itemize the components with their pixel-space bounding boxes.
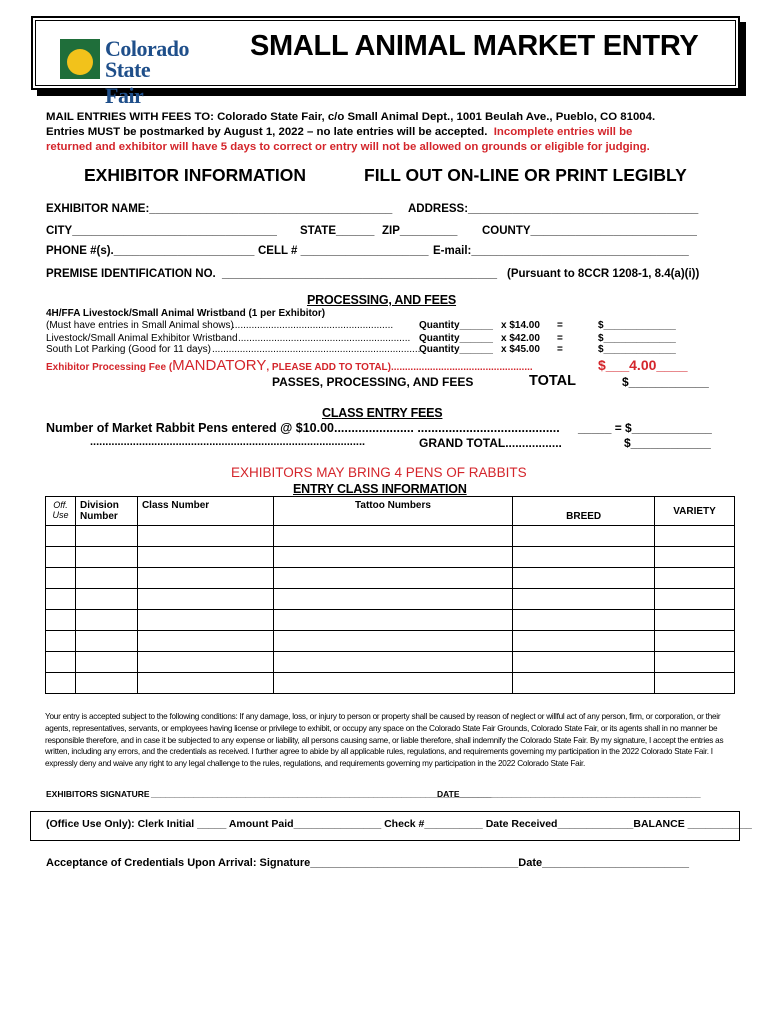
tattoo-cell[interactable] (273, 547, 513, 568)
table-row (46, 568, 735, 589)
fee-row-desc: South Lot Parking (Good for 11 days) (46, 344, 211, 355)
city-field[interactable]: CITY________________________________ (46, 225, 277, 237)
wristband-title: 4H/FFA Livestock/Small Animal Wristband (1 per Exhibitor) (46, 308, 326, 319)
variety-cell[interactable] (655, 526, 735, 547)
exhibitor-wristband-amount-field[interactable]: $_____________ (598, 333, 676, 344)
breed-cell[interactable] (513, 631, 655, 652)
county-field[interactable]: COUNTY__________________________ (482, 225, 697, 237)
division-cell[interactable] (75, 631, 137, 652)
class-cell[interactable] (137, 610, 273, 631)
fee-row-price: x $42.00 (501, 333, 540, 344)
tattoo-cell[interactable] (273, 652, 513, 673)
processing-fee-suffix: , PLEASE ADD TO TOTAL)................................................... (266, 362, 533, 373)
rabbit-pens-amount-field[interactable]: _____ = $____________ (578, 421, 712, 435)
processing-fee-amount: $___4.00____ (598, 357, 688, 373)
mandatory-label: MANDATORY (172, 357, 267, 374)
breed-cell[interactable] (513, 673, 655, 694)
division-cell[interactable] (75, 547, 137, 568)
entry-class-table (45, 496, 735, 694)
office-use-cell[interactable] (46, 610, 76, 631)
class-cell[interactable] (137, 652, 273, 673)
variety-cell[interactable] (655, 568, 735, 589)
exhibitor-info-heading: EXHIBITOR INFORMATION (84, 165, 306, 185)
class-cell[interactable] (137, 589, 273, 610)
class-cell[interactable] (137, 526, 273, 547)
wristband-quantity-field[interactable]: Quantity______ (419, 320, 493, 331)
tattoo-cell[interactable] (273, 526, 513, 547)
premise-id-note: (Pursuant to 8CCR 1208-1, 8.4(a)(i)) (507, 268, 700, 280)
incomplete-warning-end: returned and exhibitor will have 5 days to correct or entry will not be allowed on grounds or eligible for judging. (46, 141, 650, 153)
premise-id-label: PREMISE IDENTIFICATION NO. (46, 268, 216, 280)
mail-instructions (46, 110, 736, 155)
total-label: TOTAL (529, 373, 576, 389)
acceptance-signature-line[interactable]: Acceptance of Credentials Upon Arrival: Signature__________________________________Date________________________ (46, 857, 689, 869)
variety-cell[interactable] (655, 631, 735, 652)
table-row (46, 631, 735, 652)
processing-fee-line (46, 357, 533, 375)
grand-total-label: GRAND TOTAL................. (419, 436, 562, 450)
breed-cell[interactable] (513, 652, 655, 673)
logo-text-line1: Colorado (105, 36, 189, 61)
office-use-cell[interactable] (46, 568, 76, 589)
fee-row-dots: .......................................................... (232, 320, 394, 331)
parking-amount-field[interactable]: $_____________ (598, 344, 676, 355)
phone-field[interactable]: PHONE #(s).______________________ (46, 245, 255, 257)
legal-conditions-text: Your entry is accepted subject to the following conditions: If any damage, loss, or injury to person or property shall be caused by reason of neglect or willful act of any person, firm, or corporation, or their agents, representatives, servants, or employees having license or privilege to exhibit, or occupy any space on the Colorado State Fair Grounds, Colorado State Fair, or its agents shall in no manner be responsible therefore, and in case it be subjected to any expense or liability, all persons causing same, or liable therefore, shall indemnify the Colorado State Fair. By my signature, I accept the entries as written, including any errors, and the credentials as received. I further agree to abide by all applicable rules, regulations, and requirements governing my participation in the 2022 Colorado State Fair. I expressly deny and waive any right to any legal challenge to the rules, regulations, and requirements governing my participation in the 2022 Colorado State Fair. (45, 712, 724, 769)
breed-cell[interactable] (513, 547, 655, 568)
logo-text-line2: State Fair (105, 57, 151, 108)
cell-field[interactable]: CELL # ____________________ (258, 245, 429, 257)
exhibitor-name-field[interactable]: EXHIBITOR NAME:______________________________________ (46, 203, 393, 215)
state-field[interactable]: STATE______ (300, 225, 375, 237)
breed-cell[interactable] (513, 526, 655, 547)
address-field[interactable]: ADDRESS:____________________________________ (408, 203, 699, 215)
fee-row-dots: .............................................................. (238, 333, 411, 344)
variety-cell[interactable] (655, 610, 735, 631)
grand-total-dots: .......................................................................................... (90, 436, 366, 448)
wristband-amount-field[interactable]: $_____________ (598, 320, 676, 331)
class-cell[interactable] (137, 631, 273, 652)
rabbit-pens-line: Number of Market Rabbit Pens entered @ $10.00....................... ......................................... (46, 421, 560, 435)
col-division-number: Division Number (75, 497, 137, 526)
sun-icon (67, 49, 93, 75)
table-row (46, 589, 735, 610)
email-field[interactable]: E-mail:__________________________________ (433, 245, 689, 257)
col-variety: VARIETY (655, 497, 735, 526)
incomplete-warning-start: Incomplete entries will be (493, 126, 633, 138)
tattoo-cell[interactable] (273, 610, 513, 631)
office-use-text: (Office Use Only): Clerk Initial _____ Amount Paid_______________ Check #__________ Date Received_____________BALANCE ___________ (46, 818, 752, 830)
division-cell[interactable] (75, 652, 137, 673)
fill-out-heading: FILL OUT ON-LINE OR PRINT LEGIBLY (364, 165, 687, 185)
table-row (46, 526, 735, 547)
colorado-state-fair-logo (60, 36, 189, 108)
processing-fees-heading: PROCESSING, AND FEES (307, 293, 457, 307)
fee-row-equals: = (557, 344, 563, 355)
office-use-cell[interactable] (46, 547, 76, 568)
mail-line1: MAIL ENTRIES WITH FEES TO: Colorado State Fair, c/o Small Animal Dept., 1001 Beulah Ave., Pueblo, CO 81004. (46, 111, 656, 123)
table-row (46, 610, 735, 631)
processing-fee-label: Exhibitor Processing Fee ( (46, 362, 173, 373)
class-entry-fees-heading: CLASS ENTRY FEES (322, 406, 443, 420)
division-cell[interactable] (75, 568, 137, 589)
exhibitor-wristband-quantity-field[interactable]: Quantity______ (419, 333, 493, 344)
office-use-cell[interactable] (46, 526, 76, 547)
fee-row-desc: (Must have entries in Small Animal shows) (46, 320, 234, 331)
logo-mark-icon (60, 39, 100, 79)
form-title: SMALL ANIMAL MARKET ENTRY (250, 30, 699, 62)
variety-cell[interactable] (655, 589, 735, 610)
office-use-cell[interactable] (46, 652, 76, 673)
col-breed: BREED (513, 497, 655, 526)
fee-row-desc: Livestock/Small Animal Exhibitor Wristband (46, 333, 238, 344)
tattoo-cell[interactable] (273, 673, 513, 694)
premise-id-field[interactable]: ___________________________________________ (222, 268, 498, 280)
tattoo-cell[interactable] (273, 589, 513, 610)
table-header-row (46, 497, 735, 526)
breed-cell[interactable] (513, 568, 655, 589)
signature-field[interactable]: ________________________________________________________________________ (151, 789, 492, 799)
variety-cell[interactable] (655, 673, 735, 694)
class-cell[interactable] (137, 568, 273, 589)
office-use-cell[interactable] (46, 631, 76, 652)
division-cell[interactable] (75, 673, 137, 694)
class-cell[interactable] (137, 673, 273, 694)
tattoo-cell[interactable] (273, 631, 513, 652)
table-row (46, 652, 735, 673)
table-row (46, 547, 735, 568)
division-cell[interactable] (75, 589, 137, 610)
fee-row-equals: = (557, 333, 563, 344)
zip-field[interactable]: ZIP_________ (382, 225, 458, 237)
variety-cell[interactable] (655, 652, 735, 673)
fee-row-price: x $45.00 (501, 344, 540, 355)
signature-date-field[interactable]: DATE___________________________________________________ (437, 789, 701, 799)
entry-class-info-heading: ENTRY CLASS INFORMATION (293, 482, 467, 496)
passes-total-label: PASSES, PROCESSING, AND FEES (272, 375, 474, 389)
total-amount-field[interactable]: $____________ (622, 375, 709, 389)
fee-row-equals: = (557, 320, 563, 331)
breed-cell[interactable] (513, 610, 655, 631)
signature-label: EXHIBITORS SIGNATURE (46, 789, 150, 799)
parking-quantity-field[interactable]: Quantity______ (419, 344, 493, 355)
col-class-number: Class Number (137, 497, 273, 526)
fee-row-dots: ........................................................................... (212, 344, 421, 355)
grand-total-field[interactable]: $____________ (624, 436, 711, 450)
col-office-use: Off. Use (46, 497, 76, 526)
class-cell[interactable] (137, 547, 273, 568)
office-use-cell[interactable] (46, 673, 76, 694)
breed-cell[interactable] (513, 589, 655, 610)
rabbit-pens-notice: EXHIBITORS MAY BRING 4 PENS OF RABBITS (231, 465, 527, 480)
table-row (46, 673, 735, 694)
col-tattoo-numbers: Tattoo Numbers (273, 497, 513, 526)
division-cell[interactable] (75, 610, 137, 631)
tattoo-cell[interactable] (273, 568, 513, 589)
mail-line2: Entries MUST be postmarked by August 1, 2022 – no late entries will be accepted. (46, 126, 488, 138)
division-cell[interactable] (75, 526, 137, 547)
fee-row-price: x $14.00 (501, 320, 540, 331)
variety-cell[interactable] (655, 547, 735, 568)
office-use-cell[interactable] (46, 589, 76, 610)
